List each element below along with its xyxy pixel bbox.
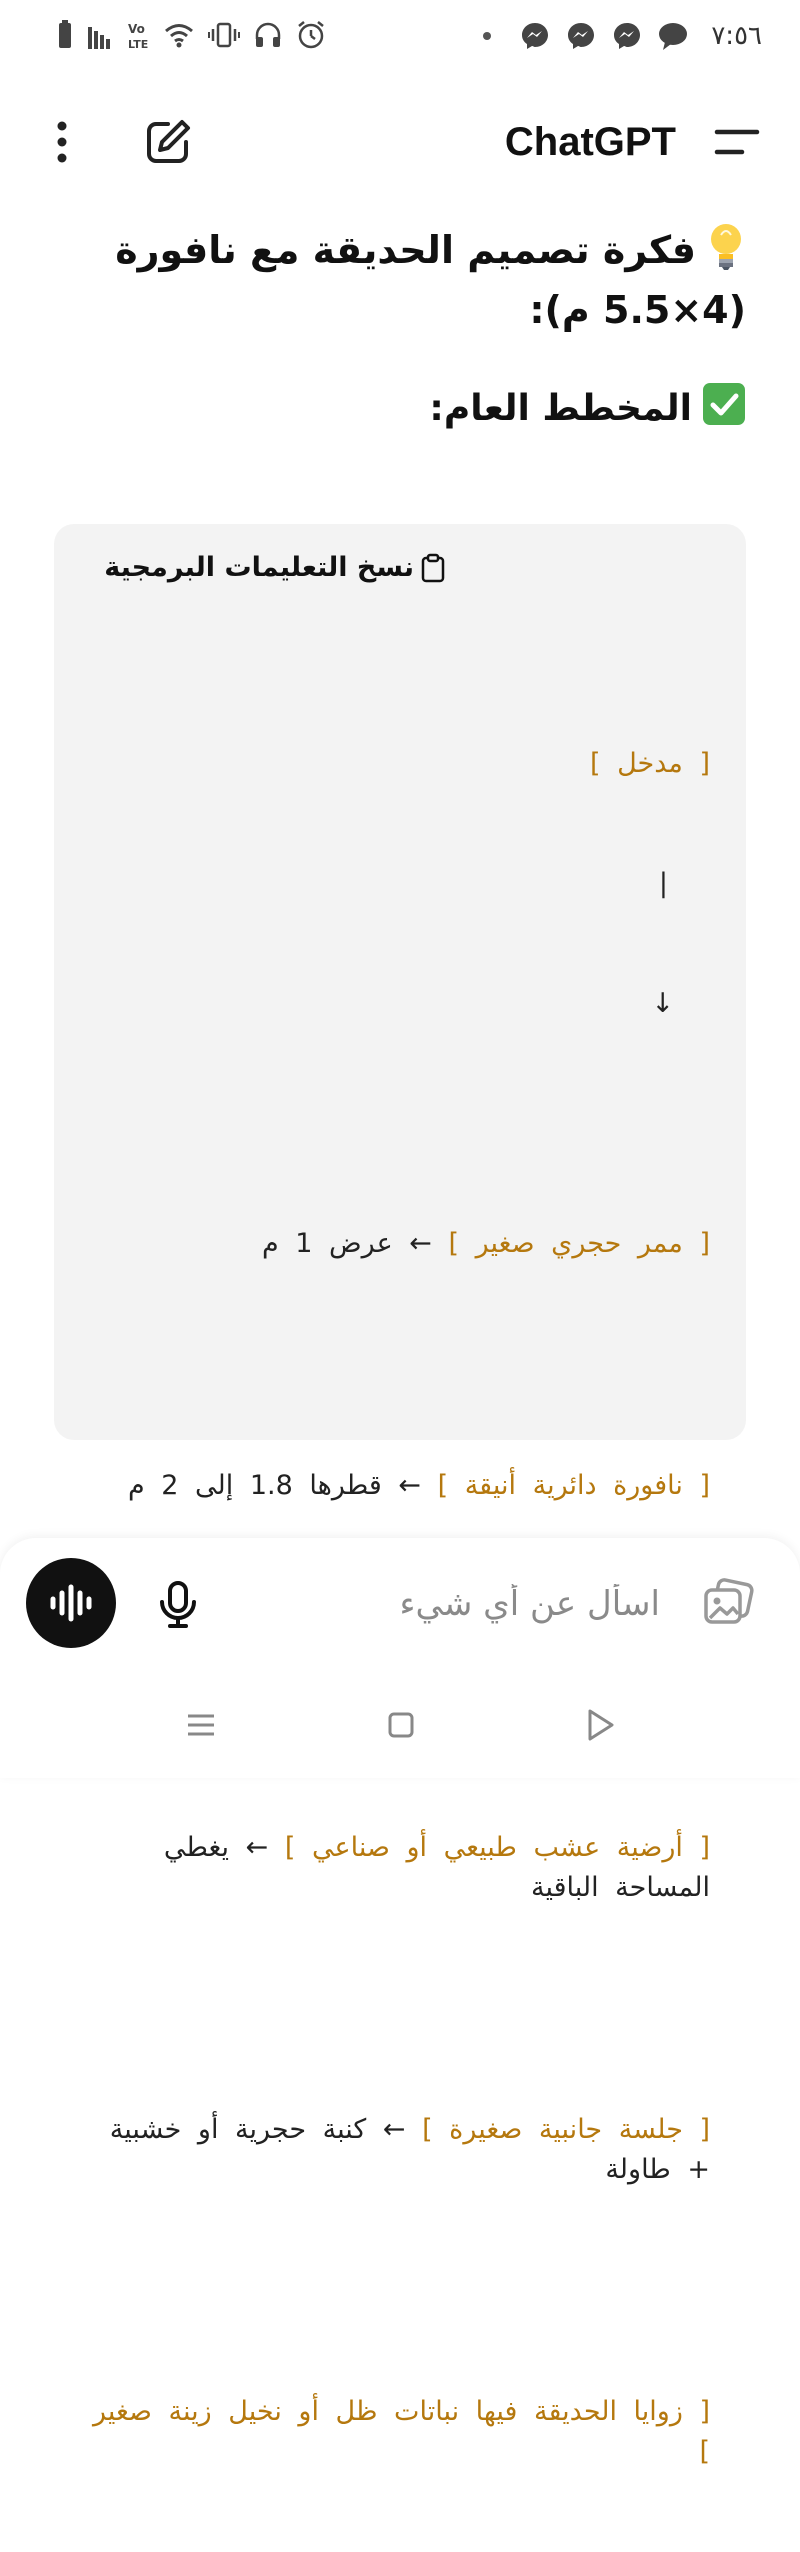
voice-mode-icon [48,1583,94,1623]
svg-text:Vo: Vo [128,22,145,36]
code-line-entrance: [ مدخل ] [589,748,710,779]
app-header [0,100,800,184]
wifi-icon [164,22,194,48]
code-path-desc: ← عرض 1 م [261,1228,449,1259]
navigation-bar [0,1700,800,1760]
message-subheading [46,382,746,436]
notification-dot [483,32,491,40]
image-attach-button[interactable] [702,1578,754,1628]
code-path-label: [ ممر حجري صغير ] [448,1228,710,1259]
voice-mode-button[interactable] [26,1558,116,1648]
code-block [54,524,746,2467]
message-heading-text: فكرة تصميم الحديقة مع نافورة (4×5.5 م): [115,228,746,332]
code-line-fountain [90,1466,710,1506]
messenger-icon [611,20,643,52]
chat-bubble-icon [657,21,689,51]
status-bar [0,0,800,72]
messenger-icon [565,20,597,52]
code-seating-desc: ← كنبة حجرية أو خشبية + طاولة [93,2114,710,2185]
message-subheading-text: المخطط العام: [429,388,692,429]
headphones-icon [254,21,282,49]
vibrate-icon [208,22,240,48]
code-fountain-label: [ نافورة دائرية أنيقة ] [437,1470,710,1501]
prompt-input[interactable] [220,1574,660,1634]
signal-icon [88,21,114,49]
microphone-icon [156,1580,200,1630]
microphone-button[interactable] [156,1580,200,1630]
battery-icon [56,20,74,50]
image-attach-icon [702,1578,754,1628]
status-time: ٧:٥٦ [711,21,762,51]
new-chat-icon [142,116,194,168]
code-line-corners: [ زوايا الحديقة فيها نباتات ظل أو نخيل زينة صغير ] [76,2396,710,2467]
copy-code-label: نسخ التعليمات البرمجية [104,552,414,583]
more-options-icon [44,118,80,166]
code-fountain-desc: ← قطرها 1.8 إلى 2 م [127,1470,438,1501]
back-button[interactable] [586,1708,616,1742]
home-icon [386,1710,416,1740]
status-icons-right [483,20,762,52]
code-line-seating [90,2110,710,2190]
check-mark-icon [702,382,746,426]
code-line-path [90,1224,710,1264]
alarm-icon [296,20,326,50]
code-seating-label: [ جلسة جانبية صغيرة ] [422,2114,710,2145]
code-line-arrow-down: ↓ [651,988,674,1019]
status-icons-left [56,20,326,50]
home-button[interactable] [386,1710,416,1740]
copy-code-button[interactable] [104,552,446,583]
message-heading [46,220,746,340]
recent-apps-button[interactable] [186,1710,216,1740]
svg-text:LTE: LTE [128,38,149,51]
code-line-pipe: | [658,868,668,899]
sidebar-menu-button[interactable] [714,124,760,160]
code-grass-desc: ← يغطي المساحة الباقية [147,1832,710,1903]
app-title: ChatGPT [504,120,676,164]
messenger-icon [519,20,551,52]
back-icon [586,1708,616,1742]
code-grass-label: [ أرضية عشب طبيعي أو صناعي ] [284,1832,710,1863]
recent-apps-icon [186,1710,216,1740]
more-options-button[interactable] [44,118,80,166]
new-chat-button[interactable] [142,116,194,168]
volte-icon [128,20,150,50]
code-line-grass [90,1828,710,1908]
sidebar-menu-icon [714,124,760,160]
light-bulb-icon [706,221,746,271]
clipboard-icon [420,553,446,583]
assistant-message [46,220,746,436]
